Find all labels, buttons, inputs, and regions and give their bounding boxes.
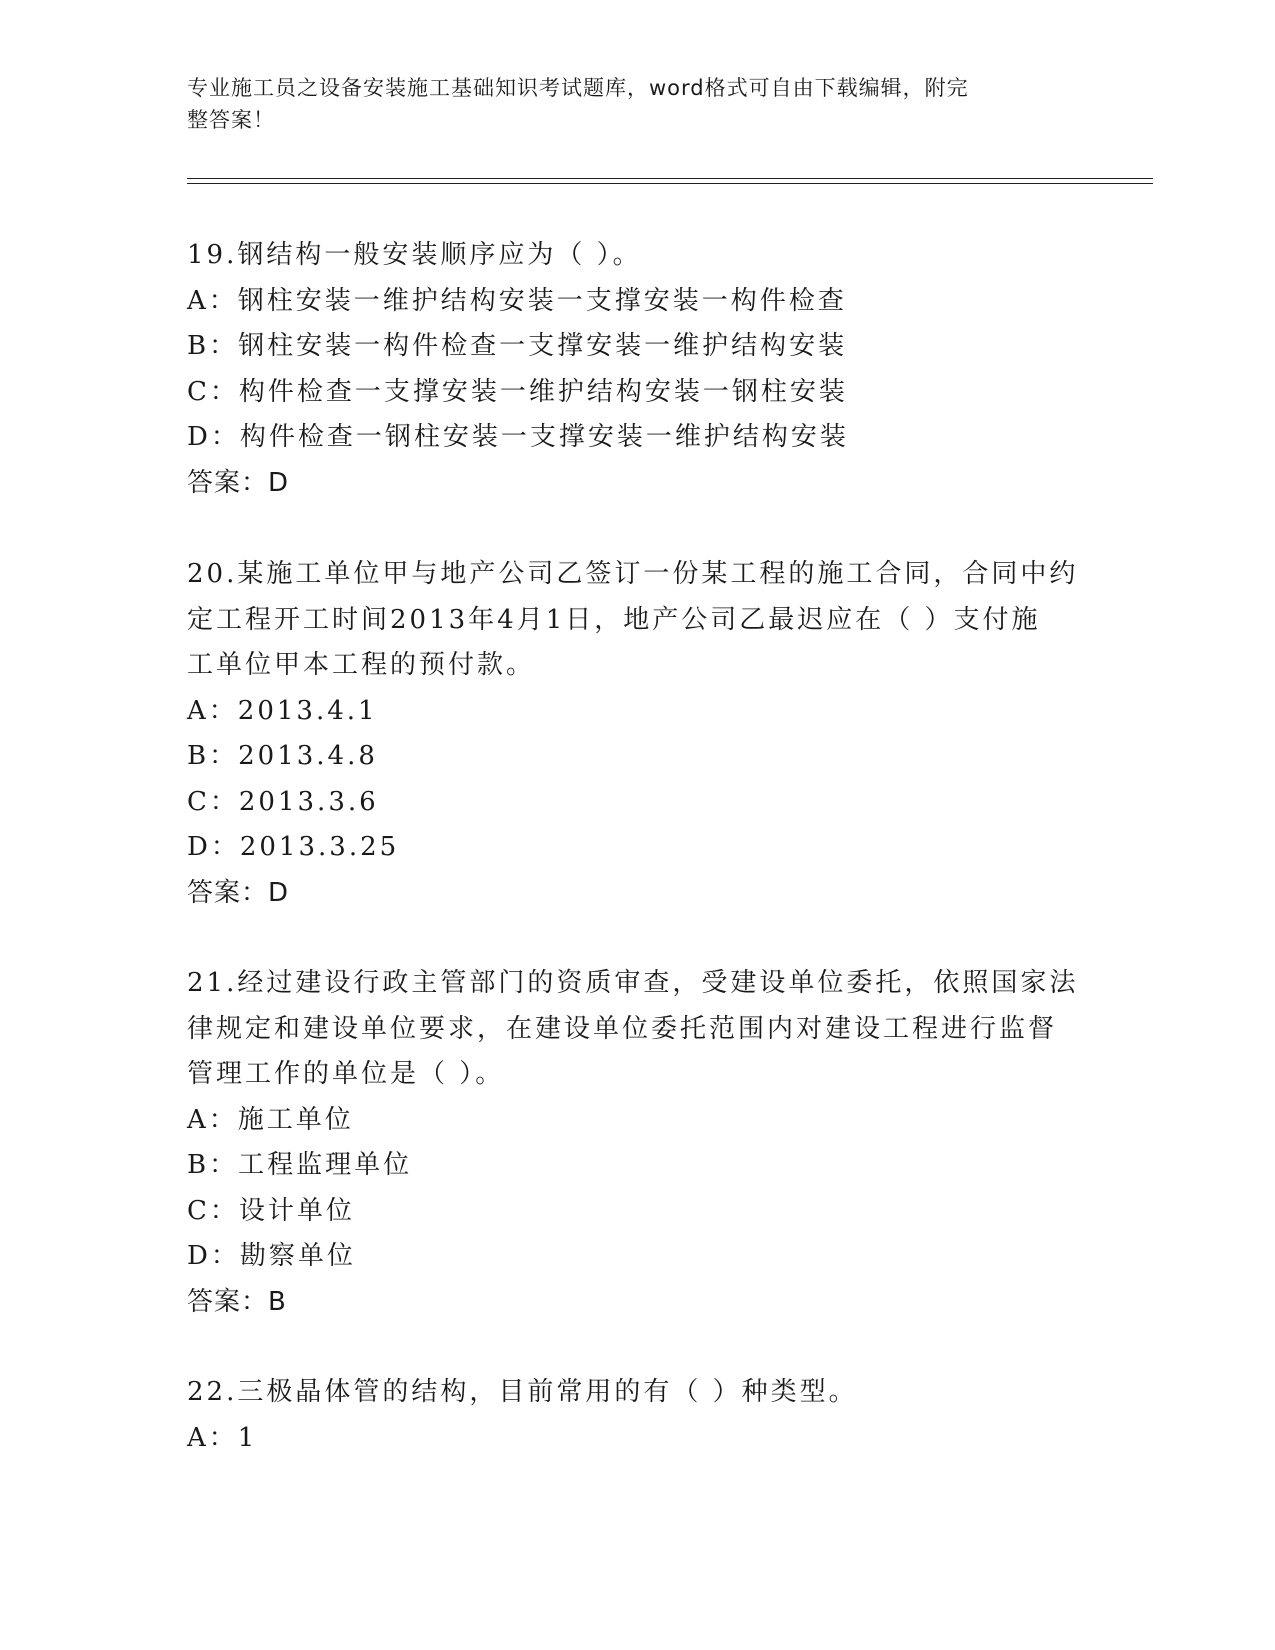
question-text: 工单位甲本工程的预付款。 xyxy=(187,650,536,680)
question-text: 20.某施工单位甲与地产公司乙签订一份某工程的施工合同，合同中约 xyxy=(187,559,1079,589)
option-d: D：构件检查一钢柱安装一支撑安装一维护结构安装 xyxy=(187,422,849,452)
question-21 xyxy=(187,961,1087,1325)
document-header xyxy=(187,72,1067,136)
option-b: B：钢柱安装一构件检查一支撑安装一维护结构安装 xyxy=(187,331,848,361)
header-line-2: 整答案！ xyxy=(187,108,275,132)
answer: 答案：D xyxy=(187,467,290,498)
option-b: B：工程监理单位 xyxy=(187,1150,413,1180)
question-22 xyxy=(187,1370,1087,1461)
question-text: 22.三极晶体管的结构，目前常用的有（ ）种类型。 xyxy=(187,1377,858,1407)
question-text: 19.钢结构一般安装顺序应为（ ）。 xyxy=(187,240,642,270)
answer: 答案：D xyxy=(187,877,290,908)
option-d: D：勘察单位 xyxy=(187,1241,356,1271)
option-c: C：构件检查一支撑安装一维护结构安装一钢柱安装 xyxy=(187,376,848,407)
question-text: 定工程开工时间2013年4月1日，地产公司乙最迟应在（ ）支付施 xyxy=(187,604,1041,635)
option-c: C：设计单位 xyxy=(187,1195,355,1226)
option-b: B：2013.4.8 xyxy=(187,741,378,771)
option-a: A：钢柱安装一维护结构安装一支撑安装一构件检查 xyxy=(187,285,847,316)
header-line-1: 专业施工员之设备安装施工基础知识考试题库，word格式可自由下载编辑，附完 xyxy=(187,76,969,100)
option-c: C：2013.3.6 xyxy=(187,786,379,817)
question-text: 管理工作的单位是（ ）。 xyxy=(187,1059,505,1089)
header-divider-top xyxy=(187,178,1153,179)
option-a: A：施工单位 xyxy=(187,1104,354,1135)
question-text: 律规定和建设单位要求，在建设单位委托范围内对建设工程进行监督 xyxy=(187,1013,1058,1044)
answer: 答案：B xyxy=(187,1286,287,1317)
option-a: A：2013.4.1 xyxy=(187,695,378,726)
option-a: A：1 xyxy=(187,1422,258,1453)
option-d: D：2013.3.25 xyxy=(187,832,400,862)
question-19 xyxy=(187,233,1087,506)
question-20 xyxy=(187,552,1087,916)
question-text: 21.经过建设行政主管部门的资质审查，受建设单位委托，依照国家法 xyxy=(187,968,1079,998)
header-divider-bottom xyxy=(187,183,1153,184)
